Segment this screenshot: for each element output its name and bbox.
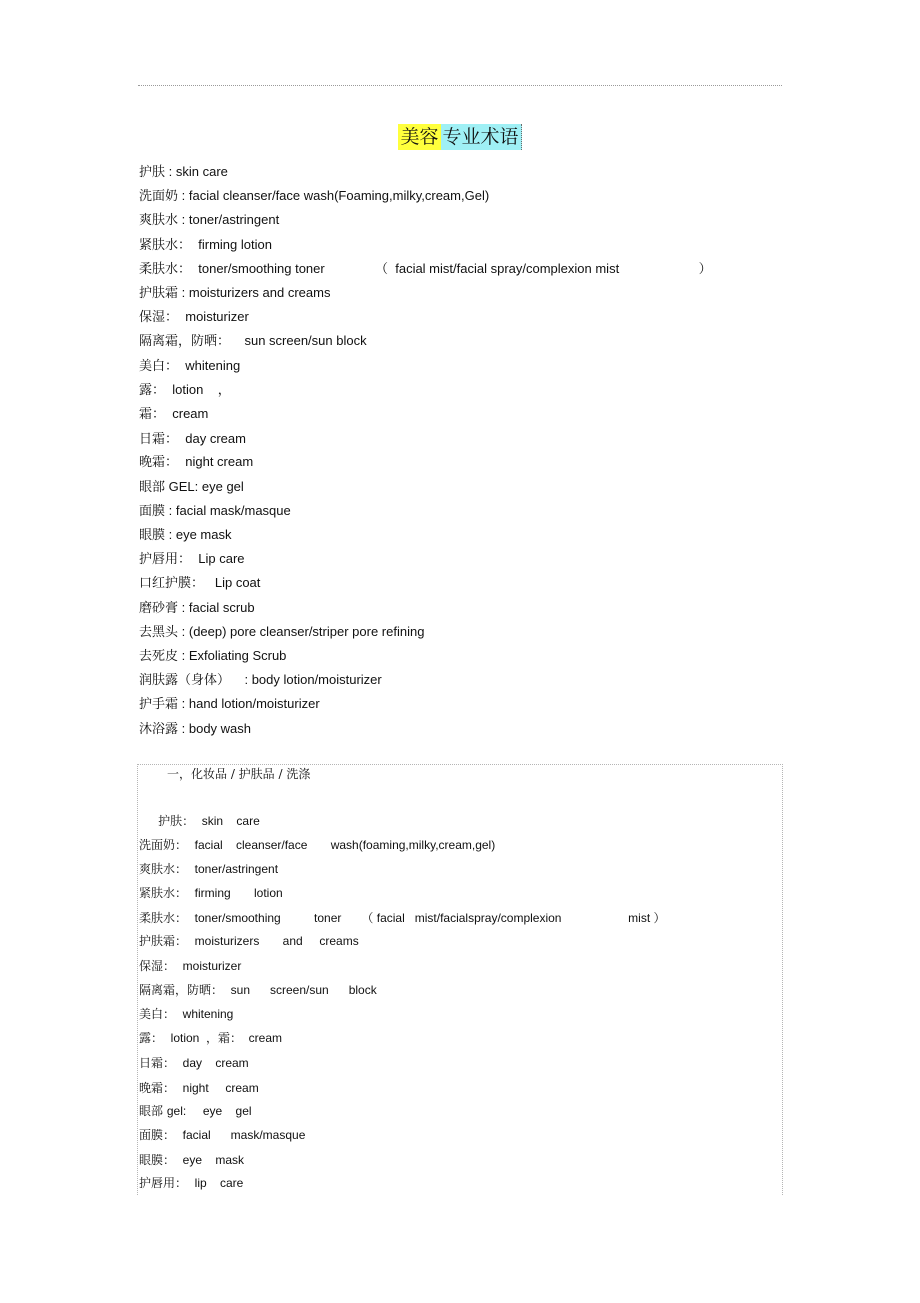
page-title — [0, 124, 920, 150]
term-english: lotion ，霜： cream — [170, 1031, 283, 1045]
term-english: whitening — [185, 358, 241, 373]
term-english: night cream — [185, 454, 254, 469]
term-chinese: 紧肤水 — [139, 238, 179, 253]
term-chinese: 露 — [139, 1031, 152, 1045]
term-english: Exfoliating Scrub — [188, 648, 287, 663]
term-english: Lip care — [198, 551, 245, 566]
term-separator: ： — [152, 382, 173, 397]
term-chinese: 晚霜 — [139, 455, 166, 470]
term-chinese: 护手霜 — [139, 697, 179, 712]
glossary-entry — [139, 575, 260, 592]
glossary-entry — [139, 696, 320, 713]
glossary-entry — [139, 212, 279, 229]
term-english: moisturizer — [185, 309, 249, 324]
term-separator: ： — [163, 1153, 183, 1167]
term-separator: ： — [165, 358, 186, 373]
term-separator: ： — [163, 1081, 183, 1095]
glossary-entry — [139, 527, 232, 544]
term-chinese: 洗面奶 — [139, 189, 179, 204]
term-chinese: 护肤 — [139, 814, 183, 828]
term-chinese: 保湿 — [139, 959, 164, 973]
glossary-entry — [139, 309, 249, 326]
term-separator: : — [178, 648, 189, 663]
term-chinese: 护唇用 — [139, 1176, 176, 1190]
glossary-entry — [139, 1176, 243, 1191]
term-english: moisturizer — [182, 959, 242, 973]
term-separator: ： — [175, 1176, 195, 1190]
term-english: cream — [172, 406, 209, 421]
glossary-entry — [139, 285, 330, 302]
glossary-entry — [139, 382, 231, 399]
term-separator: ： — [165, 431, 186, 446]
term-separator: ： — [163, 1128, 183, 1142]
term-english: firming lotion — [194, 886, 283, 900]
term-separator: ： — [165, 309, 186, 324]
term-separator: ： — [151, 1031, 171, 1045]
term-english: whitening — [182, 1007, 234, 1021]
term-chinese: 柔肤水 — [139, 262, 179, 277]
glossary-entry — [139, 1128, 305, 1143]
glossary-entry — [139, 333, 367, 350]
term-english: toner/smoothing toner （ facial mist/facialspray/complexion mist ） — [194, 911, 666, 925]
term-separator: ： — [152, 406, 173, 421]
glossary-entry — [139, 672, 382, 689]
term-english: gel: eye gel — [166, 1104, 252, 1118]
term-separator: : — [178, 212, 189, 227]
term-separator: ： — [175, 862, 195, 876]
term-english: skin care — [175, 164, 228, 179]
term-english: night cream — [182, 1081, 259, 1095]
term-english: GEL: eye gel — [168, 479, 244, 494]
term-english: body wash — [188, 721, 252, 736]
glossary-entry — [139, 1153, 244, 1168]
glossary-entry — [139, 358, 240, 375]
glossary-entry — [139, 814, 260, 829]
term-chinese: 露 — [139, 383, 153, 398]
term-english: moisturizers and creams — [194, 934, 359, 948]
term-english: skin care — [201, 814, 260, 828]
glossary-entry — [139, 261, 712, 278]
glossary-entry — [139, 164, 228, 181]
term-chinese: 眼部 — [139, 1104, 164, 1118]
term-english: (deep) pore cleanser/striper pore refining — [188, 624, 425, 639]
term-english: moisturizers and creams — [188, 285, 331, 300]
term-english: Lip coat — [214, 575, 261, 590]
term-chinese: 洗面奶 — [139, 838, 176, 852]
term-english: day cream — [182, 1056, 249, 1070]
term-separator: ： — [175, 886, 195, 900]
term-separator: ： — [182, 814, 202, 828]
term-separator: ： — [163, 1007, 183, 1021]
glossary-entry — [139, 886, 283, 901]
glossary-entry — [139, 431, 246, 448]
glossary-entry — [139, 406, 208, 423]
glossary-entry — [139, 1104, 252, 1119]
term-english: lip care — [194, 1176, 244, 1190]
term-english: toner/astringent — [194, 862, 279, 876]
glossary-entry — [139, 934, 359, 949]
term-english: facial cleanser/face wash(Foaming,milky,cream,Gel) — [188, 188, 490, 203]
glossary-entry — [139, 479, 244, 496]
term-chinese: 保湿 — [139, 310, 166, 325]
term-separator: ： — [178, 551, 199, 566]
term-english: body lotion/moisturizer — [251, 672, 382, 687]
term-separator: : — [178, 285, 189, 300]
term-english: sun screen/sun block — [230, 983, 377, 997]
term-separator: ： — [175, 838, 195, 852]
glossary-entry — [139, 237, 272, 254]
term-english: firming lotion — [198, 237, 272, 252]
term-chinese: 去黑头 — [139, 625, 179, 640]
term-english: hand lotion/moisturizer — [188, 696, 320, 711]
glossary-entry — [139, 983, 377, 998]
term-chinese: 美白 — [139, 359, 166, 374]
term-english: lotion ， — [172, 382, 231, 397]
glossary-entry — [139, 454, 253, 471]
top-divider — [138, 85, 782, 86]
term-english: toner/smoothing toner — [198, 261, 325, 276]
term-chinese: 润肤露（身体） — [139, 673, 231, 688]
term-separator: ： — [211, 983, 231, 997]
term-chinese: 日霜 — [139, 432, 166, 447]
term-chinese: 紧肤水 — [139, 886, 176, 900]
term-chinese: 护唇用 — [139, 552, 179, 567]
term-separator: ： — [163, 959, 183, 973]
term-separator: : — [178, 188, 189, 203]
term-chinese: 面膜 — [139, 504, 166, 519]
term-english: eye mask — [175, 527, 232, 542]
term-chinese: 沐浴露 — [139, 722, 179, 737]
term-english: facial scrub — [188, 600, 255, 615]
term-chinese: 柔肤水 — [139, 911, 176, 925]
term-chinese: 隔离霜，防晒 — [139, 983, 212, 997]
term-chinese: 爽肤水 — [139, 862, 176, 876]
term-chinese: 去死皮 — [139, 649, 179, 664]
term-english: sun screen/sun block — [244, 333, 367, 348]
term-chinese: 隔离霜，防晒 — [139, 334, 218, 349]
term-separator: : — [178, 696, 189, 711]
term-separator: ： — [217, 333, 245, 348]
glossary-entry — [139, 188, 489, 205]
term-chinese: 口红护膜 — [139, 576, 192, 591]
glossary-entry — [139, 624, 424, 641]
term-english: toner/astringent — [188, 212, 280, 227]
term-chinese: 日霜 — [139, 1056, 164, 1070]
glossary-entry — [139, 838, 495, 853]
term-separator: ： — [175, 911, 195, 925]
term-separator: ： — [175, 934, 195, 948]
term-chinese: 面膜 — [139, 1128, 164, 1142]
glossary-entry — [139, 959, 241, 974]
glossary-entry — [139, 1007, 233, 1022]
term-chinese: 磨砂膏 — [139, 601, 179, 616]
glossary-entry — [139, 1081, 259, 1096]
term-separator: : — [178, 600, 189, 615]
term-chinese: 眼膜 — [139, 528, 166, 543]
glossary-entry — [139, 911, 665, 926]
term-separator: : — [178, 721, 189, 736]
term-english: facial mask/masque — [182, 1128, 306, 1142]
term-separator: : — [165, 527, 176, 542]
glossary-entry — [139, 862, 278, 877]
glossary-entry — [139, 600, 255, 617]
section-heading: 一，化妆品 / 护肤品 / 洗涤 — [167, 767, 311, 781]
term-chinese: 晚霜 — [139, 1081, 164, 1095]
term-chinese: 霜 — [139, 407, 153, 422]
title-highlight-cyan: 专业术语 — [441, 124, 522, 150]
term-english: day cream — [185, 431, 246, 446]
term-chinese: 爽肤水 — [139, 213, 179, 228]
term-separator: ： — [163, 1056, 183, 1070]
term-english: facial mask/masque — [175, 503, 291, 518]
title-highlight-yellow: 美容 — [400, 126, 439, 148]
term-chinese: 护肤霜 — [139, 286, 179, 301]
glossary-entry — [139, 1031, 282, 1046]
term-english: facial cleanser/face wash(foaming,milky,cream,gel) — [194, 838, 496, 852]
term-english: eye mask — [182, 1153, 245, 1167]
term-chinese: 眼膜 — [139, 1153, 164, 1167]
term-chinese: 护肤霜 — [139, 934, 176, 948]
term-chinese: 美白 — [139, 1007, 164, 1021]
term-chinese: 眼部 — [139, 480, 166, 495]
glossary-entry — [139, 721, 251, 738]
term-alternates: （ facial mist/facial spray/complexion mist ） — [375, 261, 712, 276]
term-separator: ： — [178, 237, 199, 252]
term-separator: : — [178, 624, 189, 639]
term-separator: ： — [191, 575, 215, 590]
term-chinese: 护肤 — [139, 165, 166, 180]
term-separator: : — [165, 503, 176, 518]
glossary-entry — [139, 503, 291, 520]
term-separator: : — [230, 672, 252, 687]
glossary-entry — [139, 551, 245, 568]
term-separator: ： — [165, 454, 186, 469]
term-separator: ： — [178, 261, 199, 276]
glossary-entry — [139, 1056, 249, 1071]
glossary-entry — [139, 648, 286, 665]
term-separator: : — [165, 164, 176, 179]
